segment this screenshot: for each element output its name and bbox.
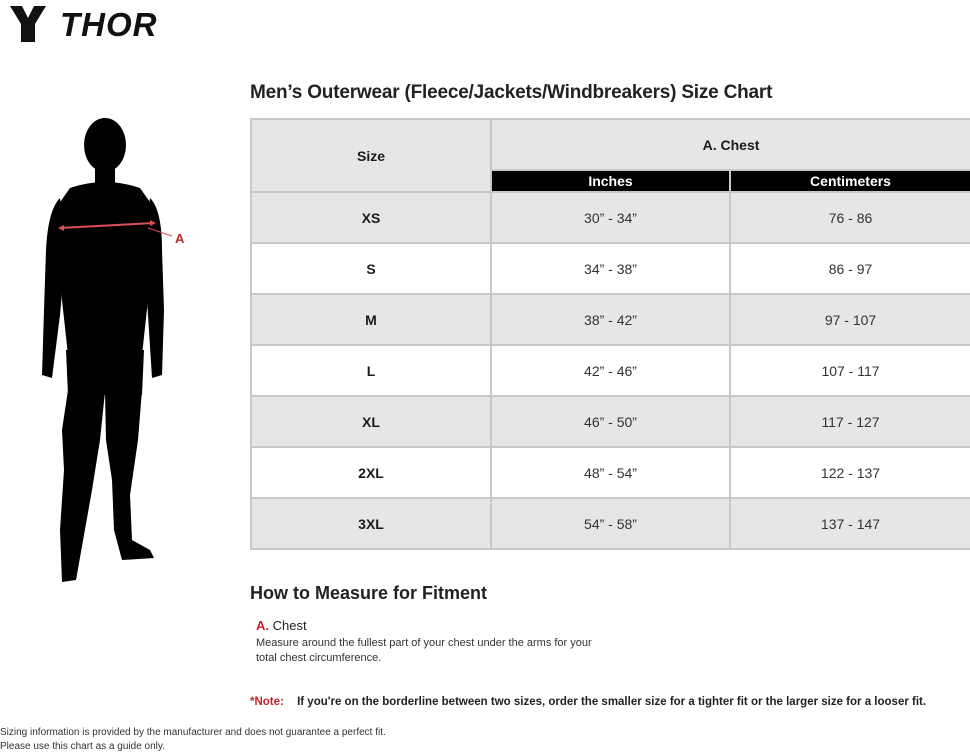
chest-label (256, 618, 307, 633)
cm-cell: 76 - 86 (730, 192, 970, 243)
table-row (251, 294, 970, 345)
note-text: If you're on the borderline between two sizes, order the smaller size for a tighter fit or the larger size for a looser fit. (297, 696, 927, 708)
table-row (251, 345, 970, 396)
inches-cell: 46” - 50” (491, 396, 730, 447)
size-header: Size (251, 119, 491, 192)
inches-cell: 38” - 42” (491, 294, 730, 345)
chest-header: A. Chest (491, 119, 970, 170)
inches-cell: 42” - 46” (491, 345, 730, 396)
size-cell: XL (251, 396, 491, 447)
brand-wordmark: THOR (60, 6, 158, 43)
body-figure (30, 110, 200, 590)
silhouette-icon (42, 118, 164, 582)
cm-cell: 86 - 97 (730, 243, 970, 294)
inches-cell: 48” - 54” (491, 447, 730, 498)
chart-title: Men’s Outerwear (Fleece/Jackets/Windbreakers) Size Chart (250, 82, 773, 103)
disclaimer-line: Sizing information is provided by the manufacturer and does not guarantee a perfect fit. (0, 727, 386, 738)
chest-description (256, 636, 616, 666)
cm-cell: 97 - 107 (730, 294, 970, 345)
chest-letter: A. (256, 618, 269, 633)
size-cell: 3XL (251, 498, 491, 549)
chest-marker-label: A (175, 231, 185, 246)
table-row (251, 192, 970, 243)
chest-description-line: total chest circumference. (256, 652, 382, 664)
size-cell: S (251, 243, 491, 294)
cm-cell: 137 - 147 (730, 498, 970, 549)
table-row (251, 243, 970, 294)
table-row (251, 447, 970, 498)
disclaimer-line: Please use this chart as a guide only. (0, 741, 165, 752)
size-cell: XS (251, 192, 491, 243)
thor-emblem-icon (10, 6, 46, 42)
fit-note (250, 696, 926, 708)
table-row (251, 498, 970, 549)
cm-cell: 122 - 137 (730, 447, 970, 498)
note-label: *Note: (250, 696, 284, 708)
inches-header: Inches (491, 170, 730, 192)
centimeters-header: Centimeters (730, 170, 970, 192)
size-cell: L (251, 345, 491, 396)
thor-logo (8, 2, 188, 46)
disclaimer (0, 726, 386, 753)
inches-cell: 54” - 58” (491, 498, 730, 549)
chest-name: Chest (272, 618, 307, 633)
inches-cell: 34” - 38” (491, 243, 730, 294)
cm-cell: 107 - 117 (730, 345, 970, 396)
size-cell: M (251, 294, 491, 345)
table-row (251, 396, 970, 447)
size-cell: 2XL (251, 447, 491, 498)
how-to-measure-title: How to Measure for Fitment (250, 583, 488, 603)
cm-cell: 117 - 127 (730, 396, 970, 447)
size-chart-table (250, 118, 970, 550)
inches-cell: 30” - 34” (491, 192, 730, 243)
chest-description-line: Measure around the fullest part of your chest under the arms for your (256, 637, 592, 649)
